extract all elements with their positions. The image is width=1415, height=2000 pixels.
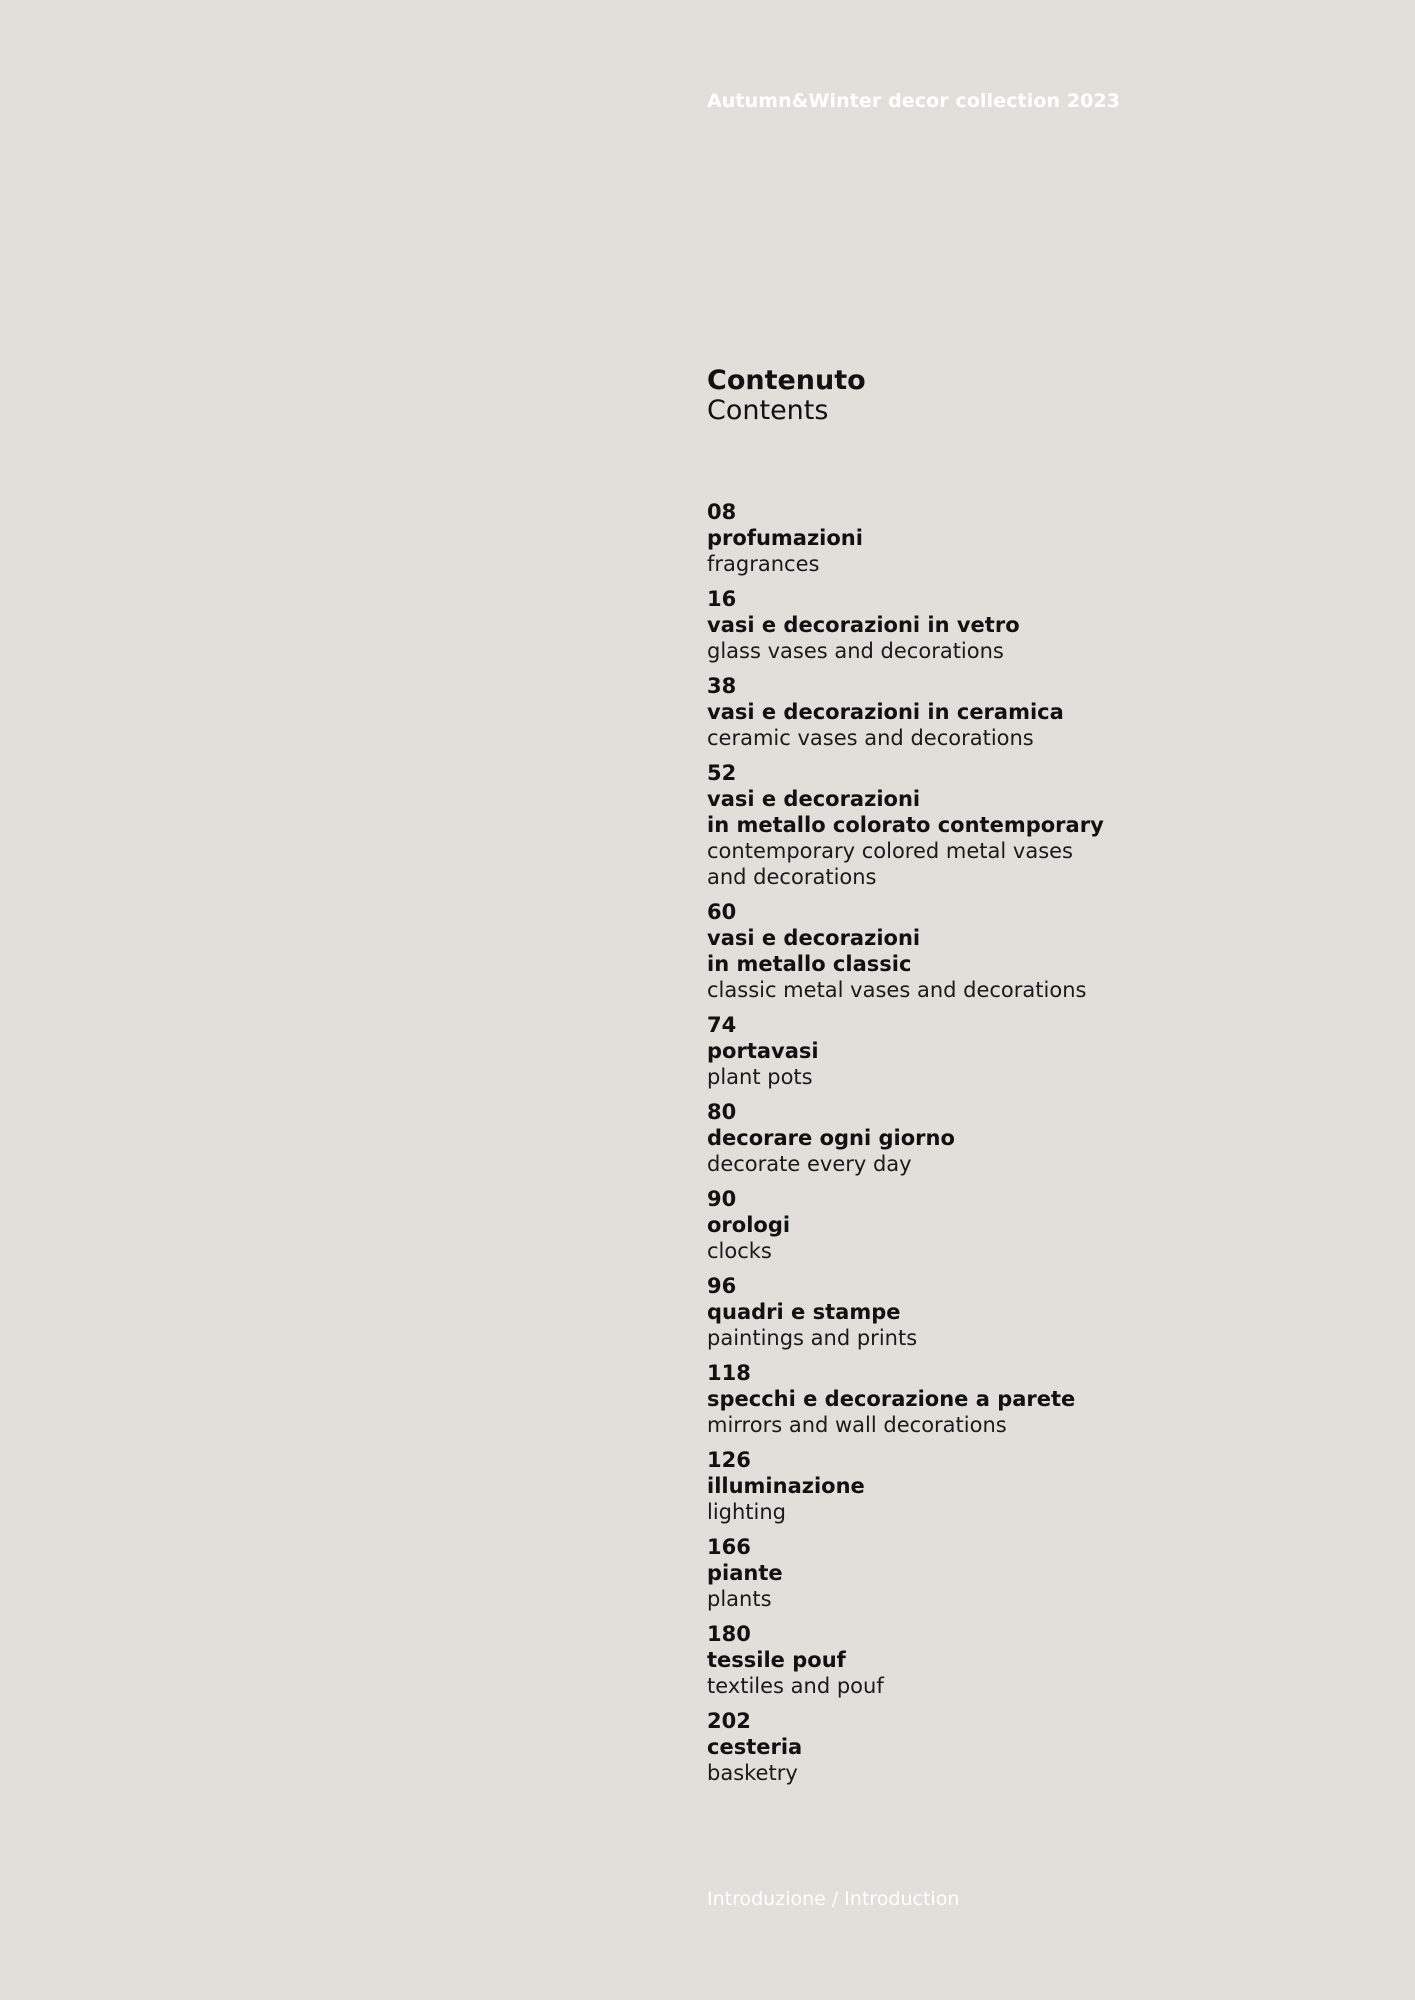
- contents-title-english: Contents: [707, 395, 829, 426]
- toc-italian-title: vasi e decorazioni in vetro: [707, 613, 1020, 637]
- toc-entry[interactable]: [707, 673, 1367, 751]
- toc-english-title: glass vases and decorations: [707, 639, 1004, 663]
- toc-english-title: basketry: [707, 1761, 798, 1785]
- toc-english-title: plants: [707, 1587, 772, 1611]
- collection-header: Autumn&Winter decor collection 2023: [707, 90, 1121, 112]
- toc-italian-title: profumazioni: [707, 526, 863, 550]
- toc-page-number: 118: [707, 1361, 751, 1385]
- toc-entry[interactable]: [707, 1273, 1367, 1351]
- toc-italian-title: illuminazione: [707, 1474, 865, 1498]
- toc-italian-title: in metallo classic: [707, 952, 912, 976]
- contents-title-italian: Contenuto: [707, 365, 866, 396]
- toc-entry[interactable]: [707, 760, 1367, 890]
- toc-entry[interactable]: [707, 899, 1367, 1003]
- toc-english-title: classic metal vases and decorations: [707, 978, 1087, 1002]
- toc-italian-title: tessile pouf: [707, 1648, 846, 1672]
- toc-page-number: 38: [707, 674, 737, 698]
- toc-entry[interactable]: [707, 1708, 1367, 1786]
- toc-page-number: 08: [707, 500, 737, 524]
- toc-italian-title: vasi e decorazioni: [707, 787, 921, 811]
- toc-page-number: 202: [707, 1709, 751, 1733]
- toc-entry[interactable]: [707, 1099, 1367, 1177]
- toc-entry[interactable]: [707, 1534, 1367, 1612]
- toc-english-title: lighting: [707, 1500, 787, 1524]
- toc-entry[interactable]: [707, 1186, 1367, 1264]
- toc-english-title: ceramic vases and decorations: [707, 726, 1034, 750]
- toc-english-title: textiles and pouf: [707, 1674, 884, 1698]
- toc-page-number: 166: [707, 1535, 751, 1559]
- section-footer: Introduzione / Introduction: [707, 1888, 960, 1910]
- toc-page-number: 126: [707, 1448, 751, 1472]
- toc-english-title: decorate every day: [707, 1152, 912, 1176]
- toc-page-number: 80: [707, 1100, 737, 1124]
- toc-entry[interactable]: [707, 1447, 1367, 1525]
- toc-italian-title: orologi: [707, 1213, 791, 1237]
- toc-italian-title: in metallo colorato contemporary: [707, 813, 1104, 837]
- toc-english-title: fragrances: [707, 552, 820, 576]
- toc-italian-title: portavasi: [707, 1039, 819, 1063]
- toc-english-title: mirrors and wall decorations: [707, 1413, 1007, 1437]
- toc-page-number: 96: [707, 1274, 737, 1298]
- toc-page-number: 180: [707, 1622, 751, 1646]
- toc-italian-title: cesteria: [707, 1735, 803, 1759]
- toc-page-number: 90: [707, 1187, 737, 1211]
- toc-entry[interactable]: [707, 499, 1367, 577]
- toc-italian-title: vasi e decorazioni: [707, 926, 921, 950]
- toc-italian-title: quadri e stampe: [707, 1300, 901, 1324]
- toc-italian-title: specchi e decorazione a parete: [707, 1387, 1076, 1411]
- toc-english-title: clocks: [707, 1239, 772, 1263]
- toc-entry[interactable]: [707, 586, 1367, 664]
- toc-page-number: 52: [707, 761, 737, 785]
- toc-page-number: 74: [707, 1013, 737, 1037]
- contents-title: [707, 366, 866, 426]
- table-of-contents: [707, 499, 1367, 1795]
- toc-english-title: and decorations: [707, 865, 877, 889]
- toc-english-title: paintings and prints: [707, 1326, 918, 1350]
- toc-entry[interactable]: [707, 1012, 1367, 1090]
- toc-entry[interactable]: [707, 1360, 1367, 1438]
- toc-english-title: contemporary colored metal vases: [707, 839, 1073, 863]
- toc-italian-title: vasi e decorazioni in ceramica: [707, 700, 1064, 724]
- toc-page-number: 60: [707, 900, 737, 924]
- toc-italian-title: piante: [707, 1561, 783, 1585]
- toc-entry[interactable]: [707, 1621, 1367, 1699]
- toc-page-number: 16: [707, 587, 737, 611]
- toc-italian-title: decorare ogni giorno: [707, 1126, 955, 1150]
- toc-english-title: plant pots: [707, 1065, 813, 1089]
